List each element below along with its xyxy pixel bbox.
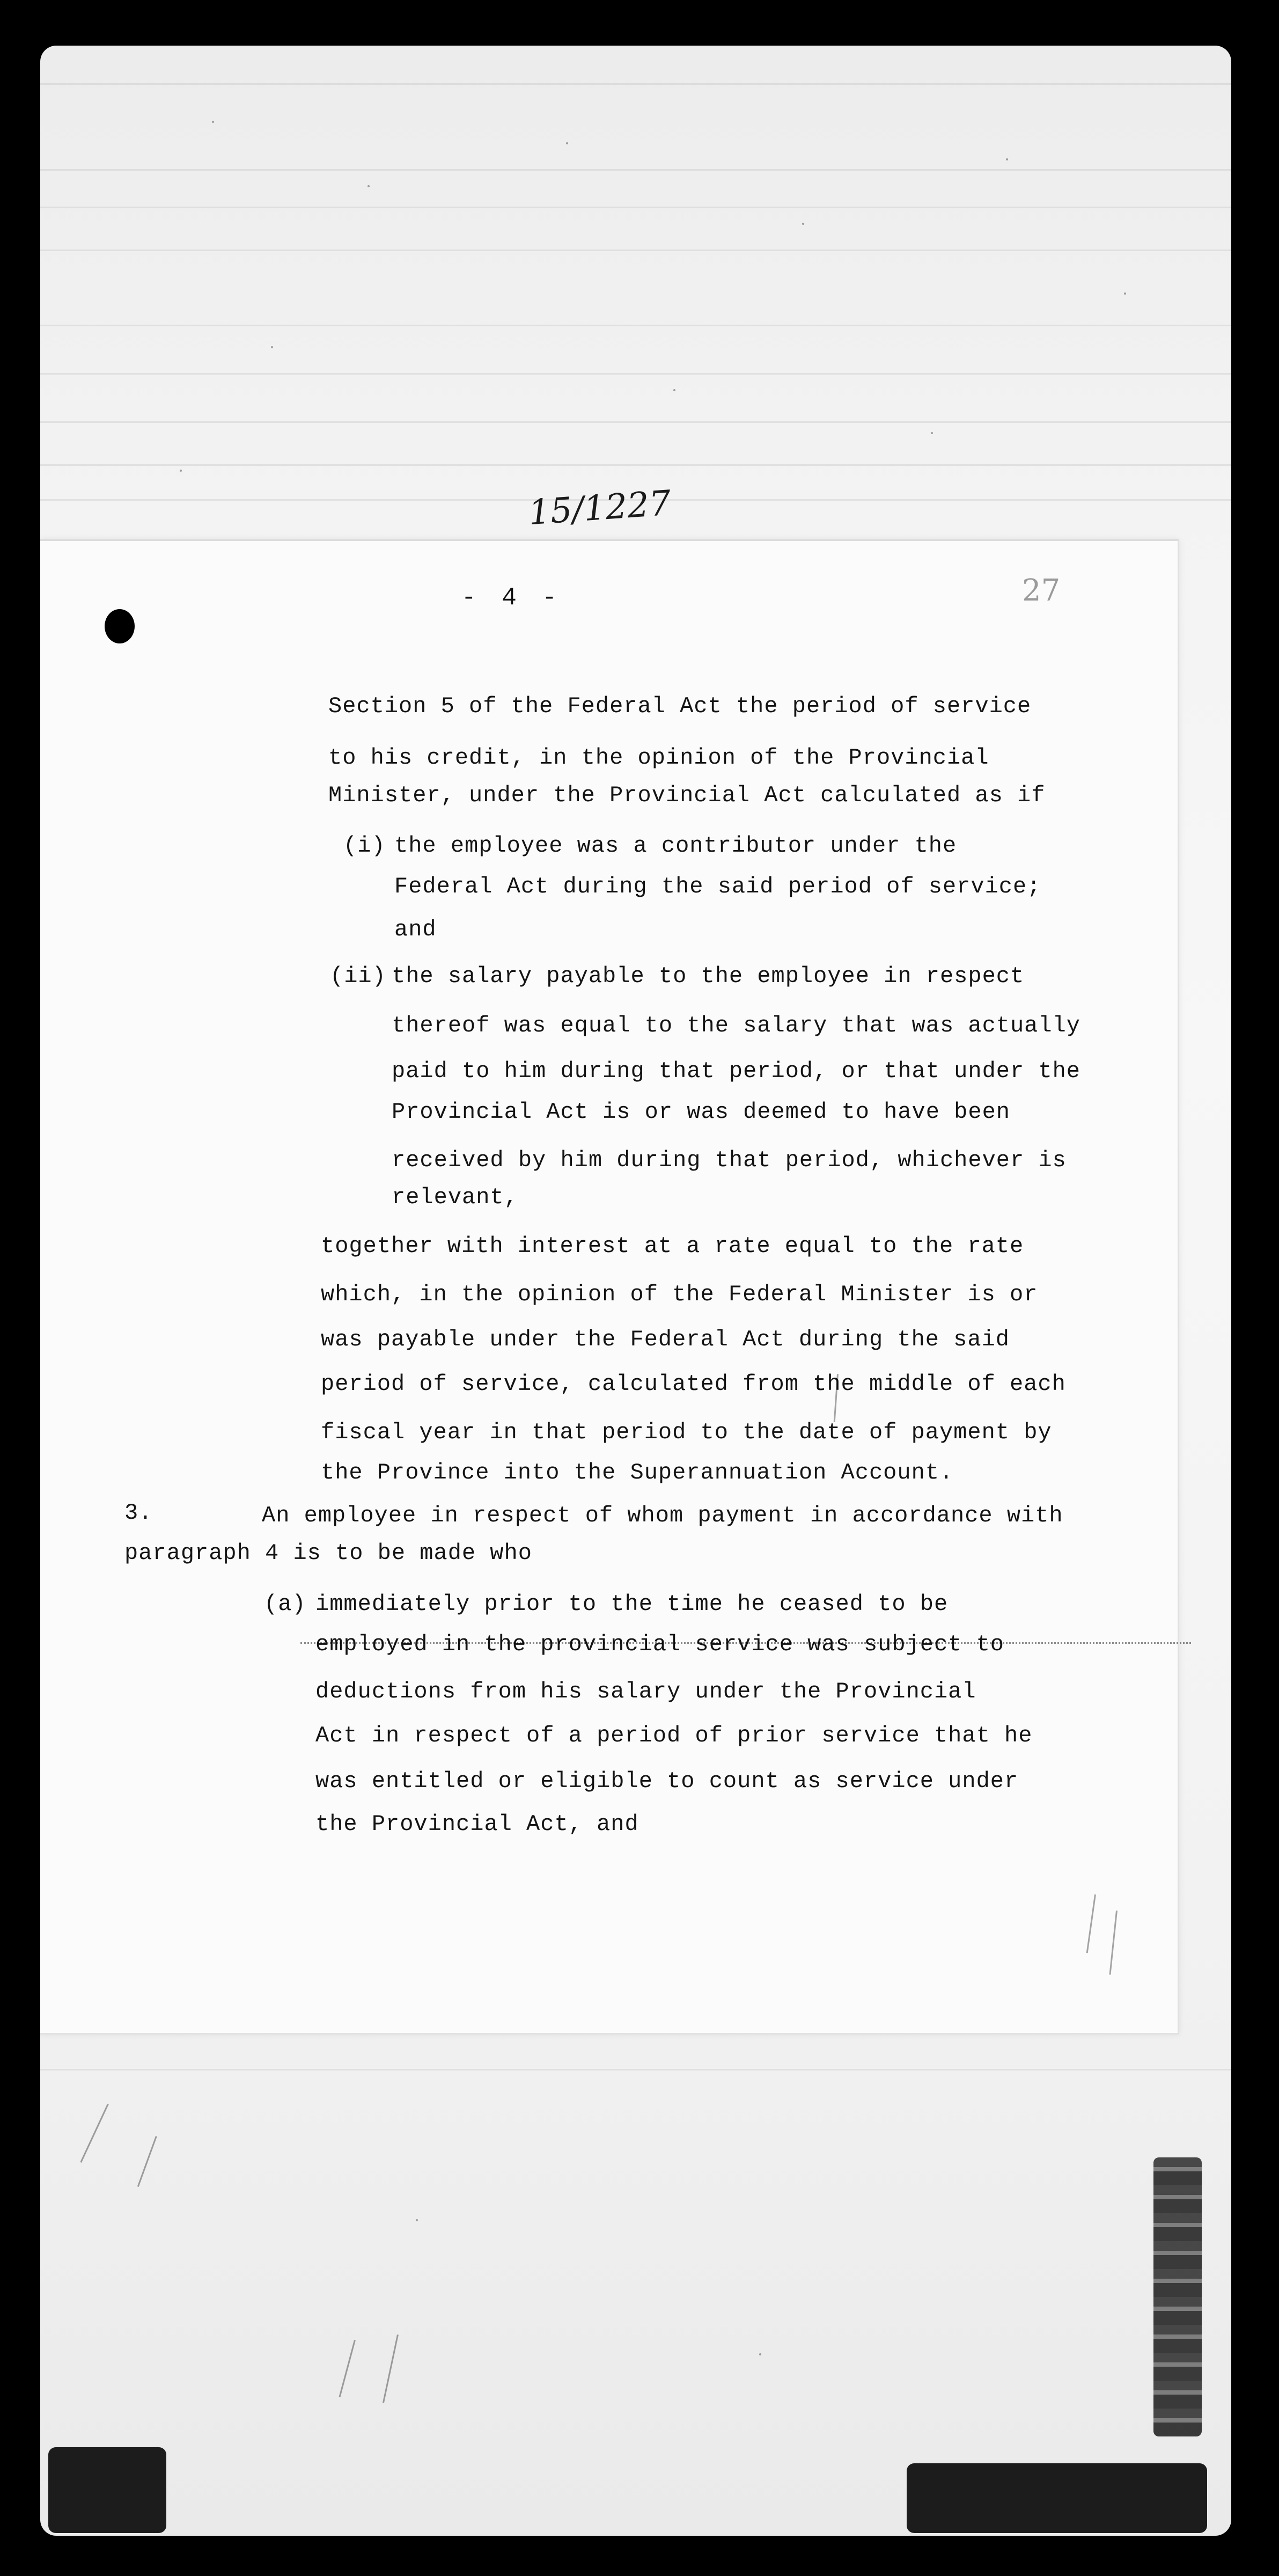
text-line: deductions from his salary under the Provincial [315,1679,976,1704]
text-line: employed in the provincial service was subject to [315,1631,1005,1657]
corner-page-number: 27 [1022,573,1061,608]
scan-band [40,2069,1231,2070]
text-line: and [394,917,437,942]
text-line: relevant, [392,1184,518,1210]
text-line: was entitled or eligible to count as service under [315,1768,1019,1794]
text-line: An employee in respect of whom payment in accordance with [262,1503,1063,1528]
item-marker-a: (a) [264,1591,306,1617]
text-line: the salary payable to the employee in respect [392,963,1025,989]
noise-speck [759,2353,761,2355]
text-line: paid to him during that period, or that under the [392,1058,1081,1084]
scan-band [40,421,1231,423]
item-marker-ii: (ii) [330,963,386,989]
text-line: to his credit, in the opinion of the Provincial [328,745,989,771]
scan-band [40,373,1231,375]
scan-band [40,169,1231,171]
text-line: paragraph 4 is to be made who [124,1540,532,1566]
noise-speck [802,223,804,225]
text-line: Federal Act during the said period of service; [394,874,1041,899]
scan-band [40,250,1231,251]
scan-band [40,325,1231,326]
noise-speck [673,389,675,391]
text-line: the Provincial Act, and [315,1811,639,1837]
text-line: the Province into the Superannuation Account. [321,1460,954,1485]
noise-speck [1006,158,1008,160]
item-marker-i: (i) [343,833,386,859]
noise-speck [180,470,182,472]
page-number: - 4 - [461,584,563,612]
text-line: fiscal year in that period to the date of payment by [321,1419,1052,1445]
handwritten-reference: 15/1227 [527,483,673,533]
text-line: thereof was equal to the salary that was actually [392,1013,1081,1038]
text-line: received by him during that period, whichever is [392,1147,1067,1173]
dotted-fold-line [300,1642,1191,1644]
noise-speck [566,142,568,144]
text-line: was payable under the Federal Act during the said [321,1327,1010,1352]
paragraph-number: 3. [124,1500,153,1526]
noise-speck [271,346,273,348]
scan-band [40,464,1231,466]
scan-band [40,83,1231,85]
bottom-clip-left [48,2447,166,2533]
noise-speck [416,2219,418,2221]
text-line: immediately prior to the time he ceased to be [315,1591,949,1617]
noise-speck [1124,292,1126,295]
bottom-clip-right [907,2463,1207,2533]
text-line: period of service, calculated from the middle of each [321,1371,1066,1397]
edge-binding-mark [1153,2157,1202,2436]
text-line: together with interest at a rate equal to the rate [321,1233,1024,1259]
text-line: which, in the opinion of the Federal Minister is or [321,1282,1038,1307]
noise-speck [931,432,933,434]
noise-speck [367,185,370,187]
text-line: the employee was a contributor under the [394,833,957,859]
text-line: Minister, under the Provincial Act calculated as if [328,782,1046,808]
text-line: Act in respect of a period of prior service that he [315,1723,1033,1748]
text-line: Section 5 of the Federal Act the period of service [328,693,1032,719]
punch-hole [105,609,135,643]
scan-band [40,207,1231,208]
noise-speck [212,121,214,123]
text-line: Provincial Act is or was deemed to have been [392,1099,1010,1125]
